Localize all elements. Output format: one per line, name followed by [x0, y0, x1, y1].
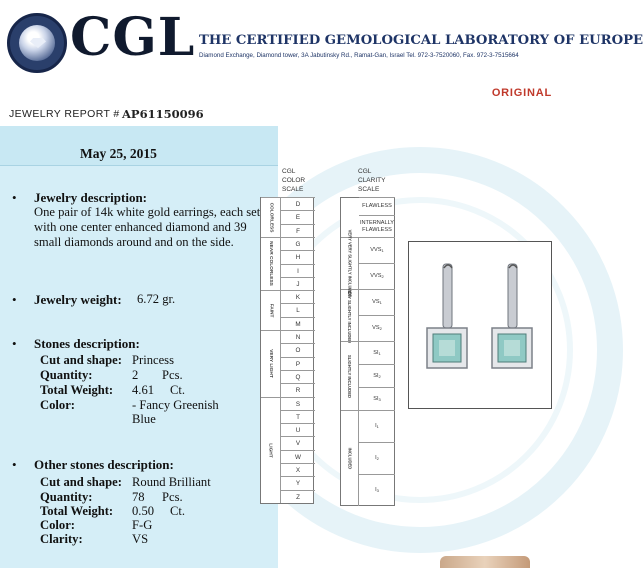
color-grade-cell: M — [281, 317, 315, 330]
color-group-label: COLORLESS — [261, 197, 281, 237]
clarity-grade-cell: SI 1 — [359, 341, 395, 364]
color-grade-cell: Z — [281, 490, 315, 503]
other-clarity: VS — [132, 532, 149, 546]
other-total-weight: 0.50 — [132, 504, 155, 518]
earring-right — [492, 264, 532, 368]
color-grade-cell: P — [281, 357, 315, 370]
color-grade-cell: L — [281, 303, 315, 316]
color-grade-cell: K — [281, 290, 315, 303]
color-grade-cell: H — [281, 250, 315, 263]
color-grade-cell: G — [281, 237, 315, 250]
earrings-photo — [408, 241, 552, 409]
clarity-scale — [340, 197, 395, 506]
clarity-group-label: VERY VERY SLIGHTLY INCLUDED — [341, 237, 359, 289]
clarity-grade-cell: VVS 1 — [359, 237, 395, 263]
other-quantity: 78 — [132, 490, 145, 504]
clarity-grade-cell: VVS 2 — [359, 263, 395, 289]
report-number: AP61150096 — [122, 107, 204, 121]
color-grade-cell: S — [281, 397, 315, 410]
clarity-grade-cell: VS 2 — [359, 315, 395, 341]
bottom-edge-strip — [440, 556, 530, 568]
clarity-scale-title-line: SCALE — [358, 186, 380, 193]
other-quantity-unit: Pcs. — [162, 490, 183, 504]
color-grade-cell: D — [281, 197, 315, 210]
color-scale-title-line: CGL — [282, 168, 296, 175]
bullet: • — [12, 457, 17, 472]
brand-logo-text: CGL — [70, 7, 196, 68]
color-grade-cell: Q — [281, 370, 315, 383]
color-scale-title-line: COLOR — [282, 177, 306, 184]
color-group-label: LIGHT — [261, 397, 281, 503]
clarity-grade-cell: SI 2 — [359, 364, 395, 387]
clarity-grade-cell: INTERNALLY FLAWLESS — [359, 215, 395, 237]
stones-color-label: Color: — [40, 398, 75, 412]
color-grade-cell: F — [281, 224, 315, 237]
clarity-grade-cell: VS 1 — [359, 289, 395, 315]
jewelry-weight-heading: Jewelry weight: — [34, 292, 122, 307]
other-cut: Round Brilliant — [132, 475, 211, 489]
color-scale-title — [282, 167, 305, 194]
stones-heading: Stones description: — [34, 336, 140, 351]
color-scale — [260, 197, 314, 504]
color-grade-cell: U — [281, 423, 315, 436]
stones-color-cont: Blue — [132, 412, 156, 426]
clarity-grade-cell: FLAWLESS — [359, 197, 395, 215]
jewelry-description-heading: Jewelry description: — [34, 190, 148, 205]
color-grade-cell: J — [281, 277, 315, 290]
color-grade-cell: I — [281, 264, 315, 277]
stones-color: - Fancy Greenish — [132, 398, 219, 412]
stones-cut: Princess — [132, 353, 174, 367]
other-total-weight-unit: Ct. — [170, 504, 186, 518]
jewelry-weight: 6.72 gr. — [137, 292, 176, 306]
lab-name: THE CERTIFIED GEMOLOGICAL LABORATORY OF EUROPE — [199, 33, 643, 48]
color-grade-cell: V — [281, 436, 315, 449]
report-date: May 25, 2015 — [80, 146, 157, 161]
earrings-illustration — [409, 242, 553, 410]
color-grade-cell: N — [281, 330, 315, 343]
clarity-group-label: SLIGHTLY INCLUDED — [341, 341, 359, 410]
bullet: • — [12, 336, 17, 351]
clarity-scale-title-line: CGL — [358, 168, 372, 175]
clarity-group-label: INCLUDED — [341, 410, 359, 506]
other-color: F-G — [132, 518, 153, 532]
color-grade-cell: T — [281, 410, 315, 423]
color-scale-title-line: SCALE — [282, 186, 304, 193]
color-grade-cell: Y — [281, 476, 315, 489]
color-group-label: FAINT — [261, 290, 281, 330]
color-group-label: NEAR COLORLESS — [261, 237, 281, 290]
clarity-grade-cell: I 2 — [359, 442, 395, 474]
clarity-group-label: VERY SLIGHTLY INCLUDED — [341, 289, 359, 341]
stones-total-weight: 4.61 — [132, 383, 155, 397]
stones-total-weight-unit: Ct. — [170, 383, 186, 397]
color-grade-cell: W — [281, 450, 315, 463]
bullet: • — [12, 292, 17, 307]
lab-address: Diamond Exchange, Diamond tower, 3A Jabutinsky Rd., Ramat-Gan, Israel Tel. 972-3-7520060, Fax. 972-3-7515664 — [199, 52, 519, 59]
color-grade-cell: X — [281, 463, 315, 476]
clarity-scale-title-line: CLARITY — [358, 177, 386, 184]
stones-quantity-label: Quantity: — [40, 368, 93, 382]
stones-quantity-unit: Pcs. — [162, 368, 183, 382]
other-clarity-label: Clarity: — [40, 532, 83, 546]
clarity-grade-cell: I 1 — [359, 410, 395, 442]
stones-total-weight-label: Total Weight: — [40, 383, 114, 397]
jewelry-description: One pair of 14k white gold earrings, each set with one center enhanced diamond and 39 small diamonds around and on the side. — [34, 205, 261, 250]
bullet: • — [12, 190, 17, 205]
cgl-seal-icon — [7, 13, 67, 73]
original-stamp: ORIGINAL — [491, 87, 552, 99]
clarity-grade-cell: SI 3 — [359, 387, 395, 410]
other-quantity-label: Quantity: — [40, 490, 93, 504]
other-total-weight-label: Total Weight: — [40, 504, 114, 518]
color-grade-cell: R — [281, 383, 315, 396]
other-stones-heading: Other stones description: — [34, 457, 174, 472]
stones-cut-label: Cut and shape: — [40, 353, 122, 367]
other-cut-label: Cut and shape: — [40, 475, 122, 489]
clarity-scale-title — [358, 167, 385, 194]
stones-quantity: 2 — [132, 368, 139, 382]
earring-left — [427, 264, 467, 368]
color-grade-cell: O — [281, 343, 315, 356]
clarity-grade-cell: I 3 — [359, 474, 395, 506]
other-color-label: Color: — [40, 518, 75, 532]
color-grade-cell: E — [281, 210, 315, 223]
report-number-label: JEWELRY REPORT # — [9, 108, 120, 120]
color-group-label: VERY LIGHT — [261, 330, 281, 397]
